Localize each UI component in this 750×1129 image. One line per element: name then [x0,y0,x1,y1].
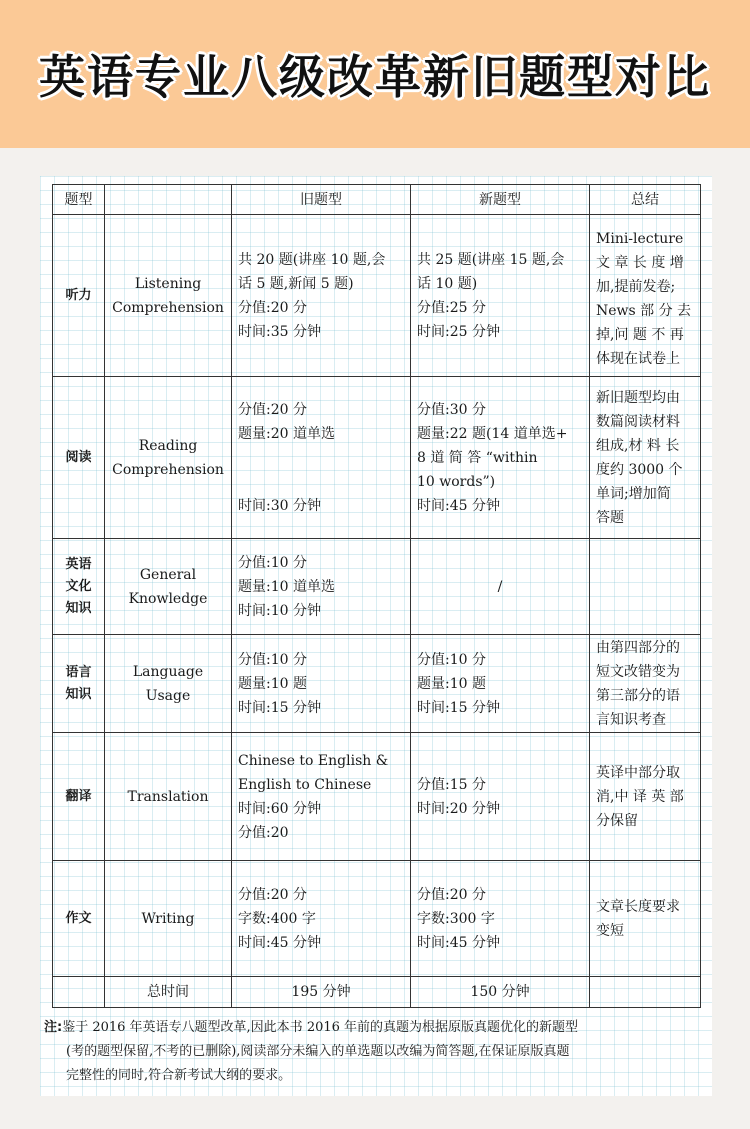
comparison-table [52,184,701,1008]
cell-line: 语言 [65,664,92,680]
footnote-line: 完整性的同时,符合新考试大纲的要求。 [66,1068,292,1083]
footnote-label: 注: [44,1020,63,1035]
table-header-row [53,185,701,215]
total-summary-empty [590,977,701,1008]
cell-line: English to Chinese [238,776,372,793]
new-format-cell [411,215,590,377]
cell-line: 言知识考查 [596,711,666,728]
cell-line: 题量:22 题(14 道单选+ [417,425,568,442]
new-format-cell [411,635,590,733]
cell-line: 题量:10 题 [417,675,486,692]
section-name-cell [105,861,232,977]
cell-line: 英语 [65,556,92,572]
table-row-translation [53,733,701,861]
cell-line: 时间:35 分钟 [238,323,321,340]
table-row-general-knowledge [53,539,701,635]
cell-line: 文 章 长 度 增 [596,255,684,271]
summary-cell [590,539,701,635]
new-format-cell [411,861,590,977]
section-cell [53,377,105,539]
cell-line: General [139,566,197,583]
section-name-cell [105,215,232,377]
cell-line: 8 道 简 答 “within [417,449,538,466]
footnote [44,1016,712,1088]
table-row-writing [53,861,701,977]
total-new-time: 150 分钟 [411,977,590,1008]
cell-line: 分值:20 [238,824,289,841]
section-name-cell [105,539,232,635]
cell-line: 分值:10 分 [238,554,307,571]
old-format-cell [232,215,411,377]
new-format-cell [411,539,590,635]
cell-line: News 部 分 去 [596,303,692,319]
cell-line: 分保留 [596,812,638,829]
old-format-cell [232,733,411,861]
page-title: 英语专业八级改革新旧题型对比 [39,50,711,104]
table-row-language-usage [53,635,701,733]
cell-line: 时间:25 分钟 [417,323,500,340]
section-cell [53,215,105,377]
table-row-listening [53,215,701,377]
table-row-reading [53,377,701,539]
cell-line: 新旧题型均由 [596,389,680,406]
cell-line: 分值:20 分 [238,401,307,418]
cell-line: 分值:20 分 [238,299,307,316]
cell-line: Listening [134,275,202,292]
old-format-cell [232,377,411,539]
cell-line: 体现在试卷上 [596,351,680,367]
cell-line: 知识 [65,600,92,616]
section-cell [53,861,105,977]
cell-line: 10 words”) [417,473,496,490]
cell-line: 作文 [65,910,92,926]
cell-line: Comprehension [112,461,224,478]
cell-line: 共 20 题(讲座 10 题,会 [238,251,386,268]
title-banner [0,0,750,148]
summary-cell [590,377,701,539]
cell-line: 组成,材 料 长 [596,437,680,454]
cell-line: 共 25 题(讲座 15 题,会 [417,251,565,268]
cell-line: 消,中 译 英 部 [596,788,684,805]
new-format-cell [411,377,590,539]
cell-line: Knowledge [128,590,208,607]
section-cell [53,733,105,861]
section-name-cell [105,635,232,733]
total-empty-cell [53,977,105,1008]
cell-line: 分值:10 分 [417,651,486,668]
header-new-format: 新题型 [411,185,590,215]
section-name-cell [105,377,232,539]
cell-line: 分值:20 分 [238,886,307,903]
cell-line: 时间:15 分钟 [417,699,500,716]
cell-line: 分值:10 分 [238,651,307,668]
cell-line: 分值:20 分 [417,886,486,903]
cell-line: 话 5 题,新闻 5 题) [238,275,354,292]
cell-line: 题量:10 道单选 [238,578,335,595]
cell-line: Mini-lecture [596,231,684,247]
cell-line: 听力 [65,287,92,303]
cell-line: 时间:60 分钟 [238,800,321,817]
cell-line: 字数:400 字 [238,910,316,927]
cell-line: 话 10 题) [417,275,478,292]
header-name [105,185,232,215]
cell-line: 单词;增加简 [596,485,671,502]
cell-line: Language Usage [132,663,204,704]
total-old-time: 195 分钟 [232,977,411,1008]
cell-line: 答题 [596,509,624,526]
cell-line: 变短 [596,922,624,939]
cell-line: 数篇阅读材料 [596,413,680,430]
cell-line: 时间:10 分钟 [238,602,321,619]
cell-line: 度约 3000 个 [596,461,683,478]
summary-cell [590,215,701,377]
old-format-cell [232,635,411,733]
cell-line: Translation [127,788,209,805]
cell-line: 分值:15 分 [417,776,486,793]
cell-line: Reading [138,437,198,454]
not-applicable-mark: / [497,578,503,595]
cell-line: 时间:15 分钟 [238,699,321,716]
cell-line: 时间:45 分钟 [238,934,321,951]
cell-line: 时间:45 分钟 [417,934,500,951]
new-format-cell [411,733,590,861]
cell-line: 掉,问 题 不 再 [596,327,684,343]
summary-cell [590,733,701,861]
total-label: 总时间 [105,977,232,1008]
summary-cell [590,635,701,733]
cell-line: Comprehension [112,299,224,316]
cell-line: 短文改错变为 [596,663,680,680]
cell-line: 由第四部分的 [596,639,680,656]
cell-line: Chinese to English & [238,752,389,769]
cell-line: 时间:45 分钟 [417,497,500,514]
old-format-cell [232,539,411,635]
summary-cell [590,861,701,977]
cell-line: 阅读 [65,449,92,465]
cell-line: 加,提前发卷; [596,279,676,295]
cell-line: 第三部分的语 [596,687,680,704]
section-cell [53,635,105,733]
cell-line: 时间:20 分钟 [417,800,500,817]
cell-line: 分值:25 分 [417,299,486,316]
cell-line: Writing [141,910,195,927]
old-format-cell [232,861,411,977]
cell-line: 题量:10 题 [238,675,307,692]
cell-line: 文章长度要求 [596,898,680,915]
cell-line: 题量:20 道单选 [238,425,335,442]
header-old-format: 旧题型 [232,185,411,215]
section-name-cell [105,733,232,861]
section-cell [53,539,105,635]
header-summary: 总结 [590,185,701,215]
header-section: 题型 [53,185,105,215]
table-row-total [53,977,701,1008]
cell-line: 知识 [65,686,92,702]
footnote-line: (考的题型保留,不考的已删除),阅读部分未编入的单选题以改编为简答题,在保证原版真题 [66,1044,570,1059]
cell-line: 文化 [65,578,92,594]
cell-line [238,446,404,470]
cell-line: 翻译 [65,788,92,804]
cell-line: 字数:300 字 [417,910,495,927]
cell-line: 英译中部分取 [596,764,680,781]
cell-line: 时间:30 分钟 [238,497,321,514]
footnote-line: 鉴于 2016 年英语专八题型改革,因此本书 2016 年前的真题为根据原版真题优化的新题型 [62,1020,579,1035]
cell-line [238,470,404,494]
cell-line: 分值:30 分 [417,401,486,418]
